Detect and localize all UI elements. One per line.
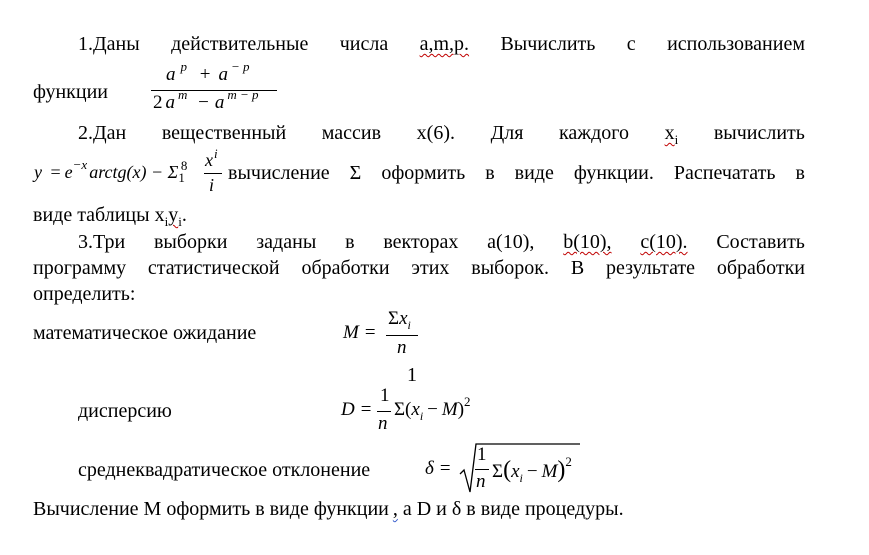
word: в bbox=[795, 162, 805, 184]
word: использованием bbox=[667, 33, 805, 55]
problem2-line1 bbox=[78, 121, 805, 152]
word: числа bbox=[339, 33, 389, 55]
std-lhs: δ = bbox=[425, 458, 452, 479]
disp-num: 1 bbox=[380, 385, 390, 406]
word: виде bbox=[514, 162, 554, 184]
word: x(6). bbox=[416, 122, 455, 144]
word: Распечатать bbox=[673, 162, 776, 184]
word: вещественный bbox=[161, 122, 287, 144]
fraction-numerator: a $^p$ + a $^{- p}$ bbox=[166, 59, 250, 85]
formula-main: $y = e^{-x}$ arctg(x) − $\Sigma_1^8$ bbox=[34, 157, 188, 185]
word: вычисление bbox=[228, 162, 330, 184]
stray-one: 1 bbox=[407, 364, 417, 386]
problem3-line3: определить: bbox=[33, 283, 136, 305]
word: функции. bbox=[573, 162, 654, 184]
word: Σ bbox=[349, 162, 362, 184]
problem2-line2 bbox=[228, 161, 805, 185]
formula-frac-den: i bbox=[209, 175, 215, 195]
word: 3.Три bbox=[78, 231, 126, 253]
std-den: n bbox=[476, 471, 486, 492]
word: массив bbox=[321, 122, 382, 144]
word: каждого bbox=[559, 122, 630, 144]
disp-body: $\Sigma(x_i - M)^2$ bbox=[394, 394, 471, 423]
problem3-line2: программу статистической обработки этих выборок. В результате обработки bbox=[33, 257, 805, 279]
word: 2.Дан bbox=[78, 122, 127, 144]
mean-lhs: M = bbox=[343, 322, 377, 343]
word: 1.Даны bbox=[78, 33, 140, 55]
problem1-function-label: функции bbox=[33, 81, 108, 103]
word: Для bbox=[490, 122, 524, 144]
word: Составить bbox=[716, 231, 805, 253]
std-frac-bar bbox=[475, 469, 489, 470]
word: векторах bbox=[383, 231, 459, 253]
word: c(10). bbox=[640, 231, 688, 253]
fraction-denominator: 2 a $^m$ − a $^{m - p}$ bbox=[153, 87, 259, 113]
mean-num: $\Sigma x_i$ bbox=[388, 308, 411, 332]
word: оформить bbox=[381, 162, 466, 184]
disp-lhs: D = bbox=[341, 399, 373, 420]
dispersion-label: дисперсию bbox=[78, 400, 172, 422]
formula-frac-num: $x^i$ bbox=[205, 146, 218, 170]
formula-frac-bar bbox=[204, 173, 222, 174]
word-xi: $x_i$ bbox=[664, 122, 679, 147]
problem1-line1 bbox=[78, 32, 805, 56]
std-num: 1 bbox=[477, 444, 487, 465]
word: действительные bbox=[171, 33, 309, 55]
disp-den: n bbox=[378, 413, 388, 434]
word: вычислить bbox=[713, 122, 805, 144]
stddev-label: среднеквадратическое отклонение bbox=[78, 459, 371, 481]
word: b(10), bbox=[563, 231, 612, 253]
word: a,m,p. bbox=[419, 33, 470, 55]
word: Вычислить bbox=[500, 33, 596, 55]
word: заданы bbox=[256, 231, 317, 253]
std-body: $\Sigma(x_i - M)^2$ bbox=[492, 454, 572, 485]
disp-frac-bar bbox=[377, 411, 391, 412]
final-line: Вычисление M оформить в виде функции , a D и δ в виде процедуры. bbox=[33, 498, 624, 520]
mean-den: n bbox=[397, 337, 407, 358]
word: в bbox=[345, 231, 355, 253]
problem3-line1 bbox=[78, 230, 805, 254]
word: в bbox=[485, 162, 495, 184]
problem2-line3: виде таблицы $x_iy_i$. bbox=[33, 204, 187, 229]
word: выборки bbox=[153, 231, 228, 253]
mean-frac-bar bbox=[386, 335, 418, 336]
word: a(10), bbox=[487, 231, 535, 253]
mean-label: математическое ожидание bbox=[33, 322, 257, 344]
word: с bbox=[626, 33, 636, 55]
